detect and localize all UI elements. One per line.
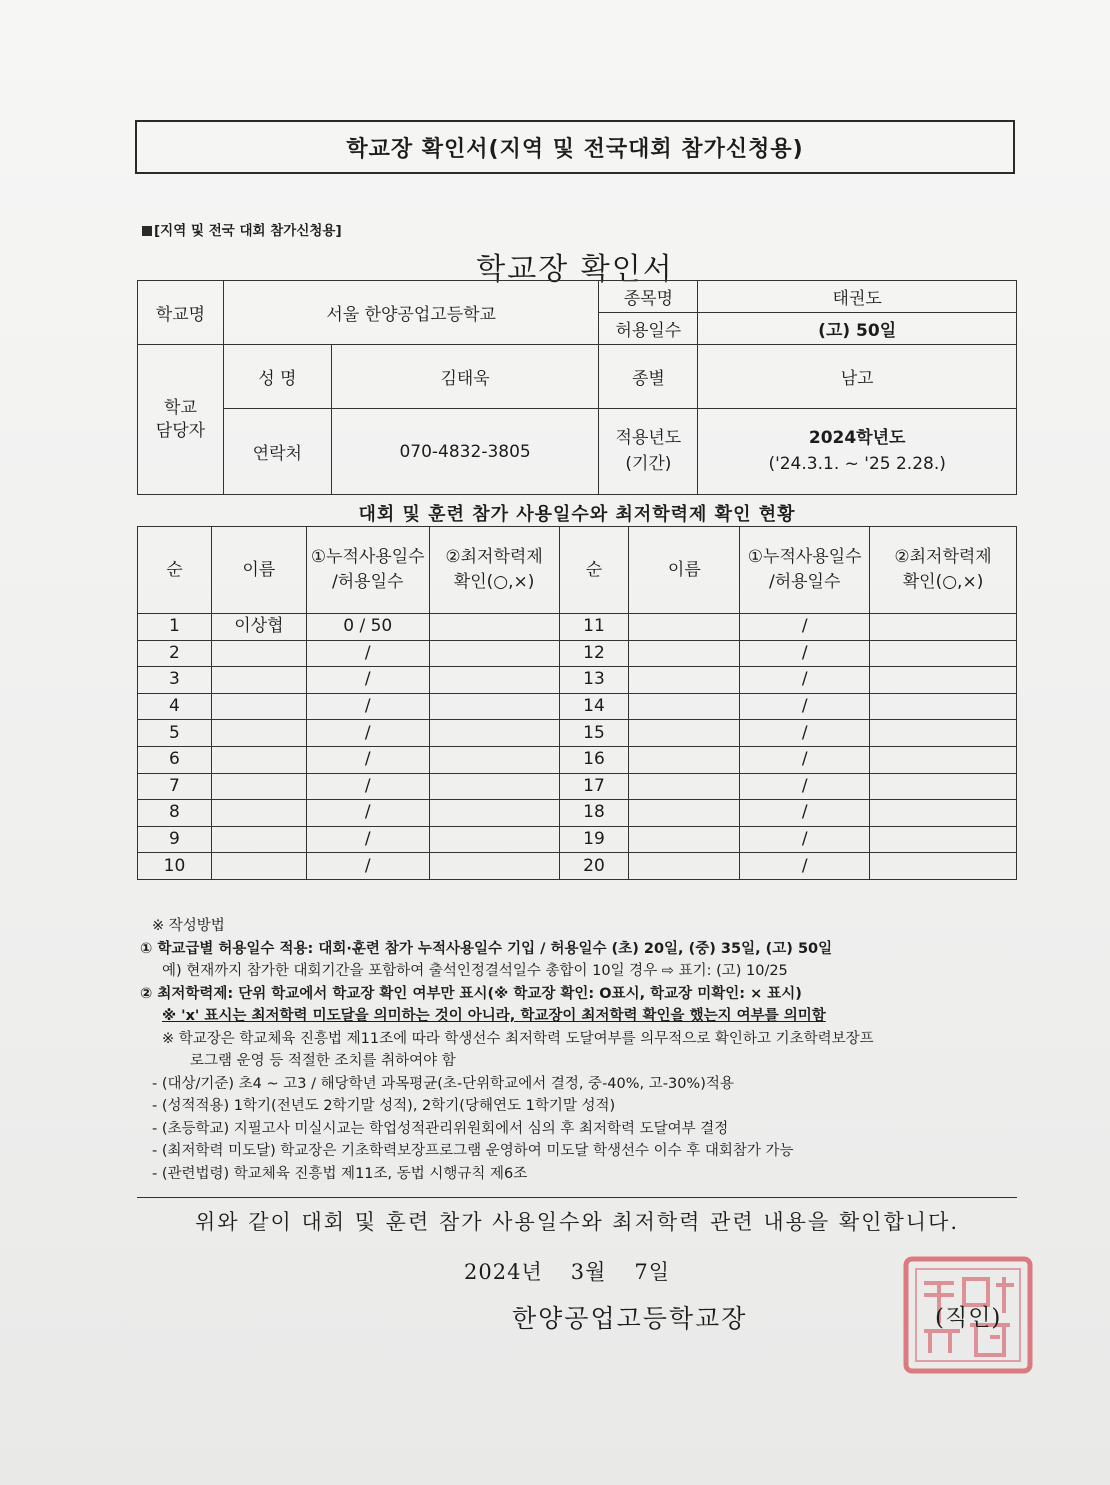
header-days-line1: ①누적사용일수 bbox=[310, 547, 425, 568]
row-days: / bbox=[740, 800, 870, 827]
row-days: / bbox=[740, 773, 870, 800]
row-no: 14 bbox=[559, 693, 629, 720]
row-no: 16 bbox=[559, 746, 629, 773]
row-no: 9 bbox=[138, 826, 212, 853]
row-name bbox=[629, 693, 740, 720]
table-row bbox=[138, 640, 1017, 667]
confirmation-statement: 위와 같이 대회 및 훈련 참가 사용일수와 최저학력 관련 내용을 확인합니다. bbox=[194, 1210, 959, 1234]
row-name bbox=[629, 720, 740, 747]
row-no: 7 bbox=[138, 773, 212, 800]
header-check-right bbox=[870, 527, 1017, 614]
row-days: / bbox=[306, 720, 429, 747]
detail-4: - (최저학력 미도달) 학교장은 기초학력보장프로그램 운영하여 미도달 학생선수 이수 후 대회참가 가능 bbox=[152, 1143, 794, 1159]
table-row bbox=[138, 746, 1017, 773]
header-check-line1: ②최저학력제 bbox=[445, 547, 543, 568]
school-name-label: 학교명 bbox=[138, 281, 224, 345]
date-day: 7일 bbox=[634, 1260, 671, 1284]
row-check bbox=[870, 693, 1017, 720]
row-no: 20 bbox=[559, 853, 629, 880]
seal-label: (직인) bbox=[935, 1305, 1002, 1331]
row-check bbox=[870, 667, 1017, 694]
row-name bbox=[629, 826, 740, 853]
note-2-b-line2: 로그램 운영 등 적절한 조치를 취하여야 함 bbox=[190, 1053, 456, 1069]
row-check bbox=[870, 826, 1017, 853]
note-1-example: 예) 현재까지 참가한 대회기간을 포함하여 출석인정결석일수 총합이 10일 경우 ⇨ 표기: (고) 10/25 bbox=[162, 963, 788, 979]
row-check bbox=[870, 853, 1017, 880]
period-label: (기간) bbox=[625, 453, 672, 474]
row-name: 이상협 bbox=[211, 614, 306, 641]
detail-2: - (성적적용) 1학기(전년도 2학기말 성적), 2학기(당해연도 1학기말 성적) bbox=[152, 1098, 616, 1114]
row-days: / bbox=[306, 826, 429, 853]
row-name bbox=[629, 773, 740, 800]
row-days: / bbox=[740, 667, 870, 694]
row-days: / bbox=[740, 746, 870, 773]
row-name bbox=[211, 853, 306, 880]
table-row bbox=[138, 720, 1017, 747]
header-days-left bbox=[306, 527, 429, 614]
event-label: 종목명 bbox=[599, 281, 698, 313]
divider bbox=[137, 1197, 1017, 1198]
row-days: / bbox=[306, 746, 429, 773]
row-no: 8 bbox=[138, 800, 212, 827]
row-name bbox=[629, 667, 740, 694]
row-days: / bbox=[740, 640, 870, 667]
row-check bbox=[429, 800, 559, 827]
row-days: / bbox=[306, 667, 429, 694]
allowed-days-label: 허용일수 bbox=[599, 313, 698, 345]
usage-table bbox=[137, 526, 1017, 880]
row-name bbox=[629, 640, 740, 667]
principal-title: 한양공업고등학교장 bbox=[512, 1304, 748, 1333]
note-1: ① 학교급별 허용일수 적용: 대회·훈련 참가 누적사용일수 기입 / 허용일수 (초) 20일, (중) 35일, (고) 50일 bbox=[140, 940, 833, 957]
row-check bbox=[429, 826, 559, 853]
row-no: 3 bbox=[138, 667, 212, 694]
row-no: 1 bbox=[138, 614, 212, 641]
row-check bbox=[870, 640, 1017, 667]
header-check-left bbox=[429, 527, 559, 614]
allowed-days-value: (고) 50일 bbox=[698, 313, 1017, 345]
row-name bbox=[211, 667, 306, 694]
row-days: / bbox=[740, 614, 870, 641]
row-days: / bbox=[306, 693, 429, 720]
manager-label: 학교 담당자 bbox=[138, 345, 224, 495]
row-no: 5 bbox=[138, 720, 212, 747]
document-title: 학교장 확인서(지역 및 전국대회 참가신청용) bbox=[135, 120, 1015, 174]
row-no: 2 bbox=[138, 640, 212, 667]
row-check bbox=[429, 693, 559, 720]
date-line bbox=[464, 1256, 698, 1286]
section-heading: 대회 및 훈련 참가 사용일수와 최저학력제 확인 현황 bbox=[358, 504, 796, 525]
row-name bbox=[211, 826, 306, 853]
row-days: / bbox=[740, 826, 870, 853]
row-no: 19 bbox=[559, 826, 629, 853]
contact-label: 연락처 bbox=[223, 409, 331, 495]
row-days: / bbox=[740, 693, 870, 720]
row-name bbox=[211, 746, 306, 773]
row-check bbox=[870, 800, 1017, 827]
row-no: 11 bbox=[559, 614, 629, 641]
row-check bbox=[429, 667, 559, 694]
note-2-b-line1: ※ 학교장은 학교체육 진흥법 제11조에 따라 학생선수 최저학력 도달여부를 의무적으로 확인하고 기초학력보장프 bbox=[162, 1030, 874, 1047]
header-name-left: 이름 bbox=[211, 527, 306, 614]
row-days: / bbox=[740, 853, 870, 880]
row-no: 13 bbox=[559, 667, 629, 694]
row-check bbox=[429, 614, 559, 641]
row-no: 10 bbox=[138, 853, 212, 880]
row-days: / bbox=[740, 720, 870, 747]
table-row bbox=[138, 693, 1017, 720]
row-no: 17 bbox=[559, 773, 629, 800]
row-days: / bbox=[306, 773, 429, 800]
date-year: 2024년 bbox=[464, 1260, 543, 1284]
form-category-text: [지역 및 전국 대회 참가신청용] bbox=[154, 223, 342, 239]
row-name bbox=[211, 693, 306, 720]
row-check bbox=[429, 720, 559, 747]
contact-value: 070-4832-3805 bbox=[331, 409, 599, 495]
row-no: 4 bbox=[138, 693, 212, 720]
row-name bbox=[211, 800, 306, 827]
row-days: 0 / 50 bbox=[306, 614, 429, 641]
year-value: 2024학년도 bbox=[808, 428, 906, 448]
detail-5: - (관련법령) 학교체육 진흥법 제11조, 동법 시행규칙 제6조 bbox=[152, 1165, 528, 1182]
period-value: ('24.3.1. ~ '25 2.28.) bbox=[768, 453, 946, 474]
year-label-cell bbox=[599, 409, 698, 495]
row-days: / bbox=[306, 800, 429, 827]
row-name bbox=[211, 720, 306, 747]
instructions bbox=[140, 915, 1020, 1185]
table-row bbox=[138, 614, 1017, 641]
row-check bbox=[429, 746, 559, 773]
row-check bbox=[429, 853, 559, 880]
header-days-line1: ①누적사용일수 bbox=[747, 547, 862, 568]
usage-table-header bbox=[138, 527, 1017, 614]
header-days-line2: /허용일수 bbox=[332, 572, 404, 592]
date-month: 3월 bbox=[570, 1260, 607, 1284]
row-check bbox=[870, 773, 1017, 800]
row-days: / bbox=[306, 640, 429, 667]
detail-3: - (초등학교) 지필고사 미실시교는 학업성적관리위원회에서 심의 후 최저학력 도달여부 결정 bbox=[152, 1120, 729, 1137]
square-bullet-icon bbox=[142, 226, 152, 236]
event-value: 태권도 bbox=[698, 281, 1017, 313]
header-check-line2: 확인(○,×) bbox=[902, 572, 984, 592]
person-name-label: 성 명 bbox=[223, 345, 331, 409]
year-label: 적용년도 bbox=[615, 428, 682, 448]
table-row bbox=[138, 667, 1017, 694]
usage-table-body bbox=[138, 614, 1017, 880]
table-row bbox=[138, 773, 1017, 800]
year-value-cell bbox=[698, 409, 1017, 495]
person-name-value: 김태욱 bbox=[331, 345, 599, 409]
row-no: 15 bbox=[559, 720, 629, 747]
row-name bbox=[629, 800, 740, 827]
row-check bbox=[870, 746, 1017, 773]
header-no-left: 순 bbox=[138, 527, 212, 614]
note-2-a: ※ 'x' 표시는 최저학력 미도달을 의미하는 것이 아니라, 학교장이 최저학력 확인을 했는지 여부를 의미함 bbox=[162, 1008, 826, 1024]
table-row bbox=[138, 826, 1017, 853]
header-check-line2: 확인(○,×) bbox=[453, 572, 535, 592]
row-name bbox=[629, 746, 740, 773]
row-name bbox=[629, 614, 740, 641]
table-row bbox=[138, 800, 1017, 827]
row-name bbox=[629, 853, 740, 880]
row-no: 12 bbox=[559, 640, 629, 667]
detail-1: - (대상/기준) 초4 ~ 고3 / 해당학년 과목평균(초-단위학교에서 결정, 중-40%, 고-30%)적용 bbox=[152, 1075, 734, 1092]
row-check bbox=[429, 773, 559, 800]
type-label: 종별 bbox=[599, 345, 698, 409]
header-check-line1: ②최저학력제 bbox=[894, 547, 992, 568]
row-check bbox=[870, 720, 1017, 747]
row-check bbox=[870, 614, 1017, 641]
header-name-right: 이름 bbox=[629, 527, 740, 614]
notes-title: ※ 작성방법 bbox=[152, 918, 225, 934]
row-name bbox=[211, 773, 306, 800]
school-info-table bbox=[137, 280, 1017, 495]
row-no: 6 bbox=[138, 746, 212, 773]
note-2: ② 최저학력제: 단위 학교에서 학교장 확인 여부만 표시(※ 학교장 확인: O표시, 학교장 미확인: × 표시) bbox=[140, 985, 802, 1002]
row-name bbox=[211, 640, 306, 667]
type-value: 남고 bbox=[698, 345, 1017, 409]
header-days-line2: /허용일수 bbox=[768, 572, 841, 592]
main-heading: 학교장 확인서 bbox=[476, 252, 674, 287]
row-check bbox=[429, 640, 559, 667]
table-row bbox=[138, 853, 1017, 880]
form-category-label bbox=[142, 219, 342, 239]
school-name-value: 서울 한양공업고등학교 bbox=[223, 281, 599, 345]
header-no-right: 순 bbox=[559, 527, 629, 614]
row-days: / bbox=[306, 853, 429, 880]
header-days-right bbox=[740, 527, 870, 614]
row-no: 18 bbox=[559, 800, 629, 827]
